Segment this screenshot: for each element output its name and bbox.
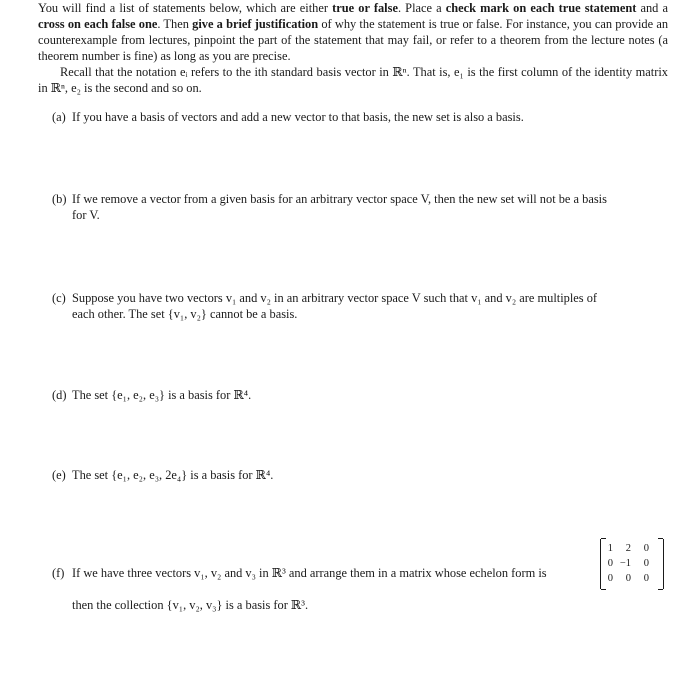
- emphasis-true-false: true or false: [332, 1, 398, 15]
- statement-text: The set {e₁, e₂, e₃, 2e₄} is a basis for ℝ⁴.: [72, 468, 274, 482]
- statement-b: [52, 191, 667, 223]
- matrix-cell: 2: [625, 543, 631, 554]
- statement-text: If we remove a vector from a given basis for an arbitrary vector space V, then the new set will not be a basis: [72, 192, 607, 206]
- matrix-cell: 0: [643, 573, 649, 584]
- statement-label: (c): [52, 291, 66, 305]
- instructions-paragraph: You will find a list of statements below, which are either true or false. Place a check mark on each true statement and a cross on each false one. Then give a brief justification of why the statement is true or false. For instance, you can provide an counterexample from lectures, pinpoint the part of the statement that may fail, or refer to a theorem from the lecture notes (a theorem number is fine) as long as you are precise.: [38, 1, 669, 63]
- statement-text: The set {e₁, e₂, e₃} is a basis for ℝ⁴.: [72, 388, 252, 402]
- statement-text-continued: for V.: [72, 208, 100, 222]
- statement-text-continued: then the collection {v₁, v₂, v₃} is a basis for ℝ³.: [72, 598, 309, 612]
- emphasis-check-mark: check mark on each true statement: [445, 1, 637, 15]
- statement-f: [52, 565, 592, 581]
- emphasis-cross: cross on each false one: [38, 17, 158, 31]
- statement-text: Suppose you have two vectors v₁ and v₂ in an arbitrary vector space V such that v₁ and v₂ are multiples of: [72, 291, 598, 305]
- instructions: [38, 0, 668, 96]
- emphasis-justification: give a brief justification: [192, 17, 319, 31]
- statement-label: (e): [52, 468, 66, 482]
- statement-f-conclusion: [52, 597, 667, 613]
- matrix-cell: 0: [607, 558, 613, 569]
- statement-e: [52, 467, 667, 483]
- statement-text: If we have three vectors v₁, v₂ and v₃ in ℝ³ and arrange them in a matrix whose echelon form is: [72, 566, 547, 580]
- statement-label: (f): [52, 566, 65, 580]
- matrix-cell: 0: [643, 558, 649, 569]
- matrix-cell: 1: [607, 543, 613, 554]
- statement-d: [52, 387, 667, 403]
- matrix-cell: 0: [625, 573, 631, 584]
- statement-label: (b): [52, 192, 67, 206]
- statement-a: [52, 109, 667, 125]
- statement-text-continued: each other. The set {v₁, v₂} cannot be a basis.: [72, 307, 298, 321]
- matrix-row: [601, 571, 663, 586]
- statement-text: If you have a basis of vectors and add a new vector to that basis, the new set is also a basis.: [72, 110, 524, 124]
- statement-label: (a): [52, 110, 66, 124]
- statement-label: (d): [52, 388, 67, 402]
- notation-paragraph: Recall that the notation eᵢ refers to the ith standard basis vector in ℝⁿ. That is, e₁ is the first column of the identity matrix in ℝⁿ, e₂ is the second and so on.: [38, 65, 668, 95]
- echelon-matrix: [600, 539, 664, 589]
- matrix-cell: −1: [619, 558, 631, 569]
- matrix-row: [601, 541, 663, 556]
- matrix-cell: 0: [607, 573, 613, 584]
- statement-c: [52, 290, 667, 322]
- matrix-row: [601, 556, 663, 571]
- matrix-cell: 0: [643, 543, 649, 554]
